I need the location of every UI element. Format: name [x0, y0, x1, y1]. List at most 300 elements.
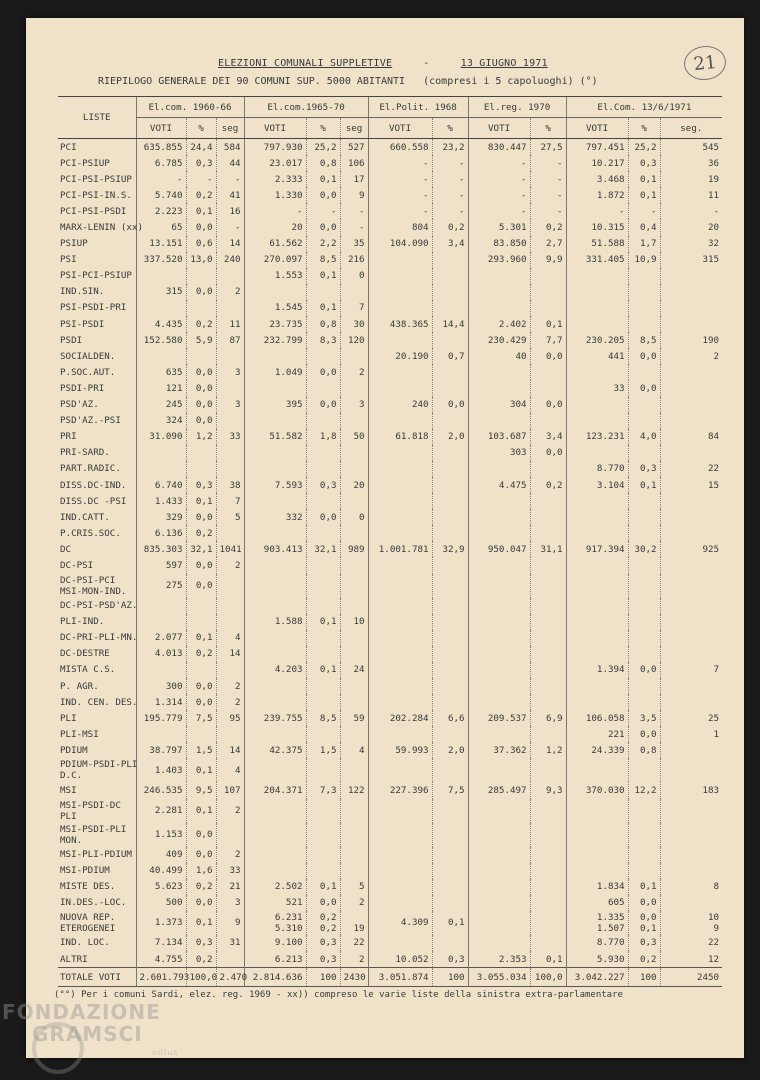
value-cell — [628, 823, 660, 847]
value-cell: 59 — [340, 710, 368, 726]
value-cell: 227.396 — [368, 782, 432, 798]
value-cell: 4.475 — [468, 477, 530, 493]
value-cell: 2450 — [660, 968, 722, 987]
value-cell: 6.136 — [136, 525, 186, 541]
value-cell — [306, 380, 340, 396]
value-cell: 5.623 — [136, 879, 186, 895]
value-cell — [660, 364, 722, 380]
results-table — [58, 96, 722, 987]
value-cell: 0,1 — [186, 203, 216, 219]
value-cell — [306, 694, 340, 710]
value-cell — [368, 268, 432, 284]
value-cell: 0,2 — [628, 951, 660, 968]
value-cell: 7,5 — [186, 710, 216, 726]
value-cell: - — [628, 203, 660, 219]
value-cell — [468, 509, 530, 525]
value-cell — [660, 823, 722, 847]
value-cell — [432, 863, 468, 879]
value-cell: 2.077 — [136, 630, 186, 646]
value-cell: 5.740 — [136, 187, 186, 203]
value-cell: 59.993 — [368, 742, 432, 758]
value-cell: 0,0 — [530, 348, 566, 364]
list-name-cell: PCI — [60, 141, 77, 153]
value-cell — [468, 863, 530, 879]
value-cell — [530, 694, 566, 710]
value-cell — [530, 461, 566, 477]
watermark-line2: GRAMSCI — [32, 1022, 143, 1046]
title-separator: - — [423, 58, 430, 69]
value-cell — [628, 630, 660, 646]
value-cell: 1.394 — [566, 662, 628, 678]
value-cell: 0,0 — [306, 187, 340, 203]
value-cell: 31,1 — [530, 541, 566, 557]
value-cell: 300 — [136, 678, 186, 694]
value-cell: 2.353 — [468, 951, 530, 968]
value-cell — [566, 799, 628, 823]
value-cell — [566, 557, 628, 573]
value-cell — [216, 598, 244, 614]
value-cell: 20 — [340, 477, 368, 493]
value-cell: 14 — [216, 236, 244, 252]
value-cell: 95 — [216, 710, 244, 726]
value-cell: 16 — [216, 203, 244, 219]
table-row — [58, 935, 722, 951]
value-cell — [432, 574, 468, 598]
value-cell: 106.058 — [566, 710, 628, 726]
value-cell: 2 — [216, 678, 244, 694]
value-cell — [216, 413, 244, 429]
value-cell — [530, 598, 566, 614]
list-name-cell: PSI-PSDI-PRI — [60, 302, 127, 314]
value-cell — [660, 316, 722, 332]
value-cell: - — [432, 187, 468, 203]
value-cell: 6,6 — [432, 710, 468, 726]
value-cell: 8.770 — [566, 461, 628, 477]
page-number-stamp: 21 — [682, 44, 727, 82]
value-cell — [530, 284, 566, 300]
value-cell — [432, 284, 468, 300]
value-cell: 635 — [136, 364, 186, 380]
value-cell: 42.375 — [244, 742, 306, 758]
list-name-cell: PLI — [60, 712, 77, 724]
value-cell — [186, 268, 216, 284]
value-cell: 31 — [216, 935, 244, 951]
total-row — [58, 968, 722, 987]
value-cell: 0,0 — [306, 509, 340, 525]
value-cell: 0,2 — [186, 646, 216, 662]
value-cell — [340, 380, 368, 396]
value-cell: 0,1 — [306, 614, 340, 630]
value-cell: 11 — [660, 187, 722, 203]
table-row — [58, 742, 722, 758]
value-cell — [566, 413, 628, 429]
value-cell — [244, 646, 306, 662]
value-cell: 30,2 — [628, 541, 660, 557]
value-cell: 1041 — [216, 541, 244, 557]
watermark-line3: onlus — [152, 1048, 179, 1057]
value-cell — [306, 461, 340, 477]
value-cell: 2.470 — [216, 968, 244, 987]
value-cell: 11 — [216, 316, 244, 332]
list-name-cell: SOCIALDEN. — [60, 350, 116, 362]
value-cell: 13,0 — [186, 252, 216, 268]
value-cell — [530, 630, 566, 646]
value-cell: 0,0 — [628, 662, 660, 678]
value-cell — [306, 348, 340, 364]
value-cell — [566, 268, 628, 284]
value-cell — [340, 413, 368, 429]
value-cell — [432, 461, 468, 477]
value-cell: - — [136, 171, 186, 187]
value-cell — [660, 863, 722, 879]
table-row — [58, 614, 722, 630]
value-cell — [216, 614, 244, 630]
value-cell — [186, 348, 216, 364]
value-cell: 0 — [340, 268, 368, 284]
value-cell: 1.001.781 — [368, 541, 432, 557]
value-cell — [136, 726, 186, 742]
list-name-cell: PSI-PSDI — [60, 318, 105, 330]
table-row — [58, 951, 722, 968]
value-cell — [216, 348, 244, 364]
value-cell: - — [468, 187, 530, 203]
value-cell: 3.055.034 — [468, 968, 530, 987]
table-row — [58, 557, 722, 573]
value-cell — [432, 614, 468, 630]
value-cell — [628, 863, 660, 879]
value-cell: 370.030 — [566, 782, 628, 798]
table-row — [58, 574, 722, 598]
value-cell: 0,8 — [306, 316, 340, 332]
value-cell: 0,3 — [628, 155, 660, 171]
value-cell — [432, 364, 468, 380]
value-cell: 2,7 — [530, 236, 566, 252]
list-name-cell: DISS.DC -PSI — [60, 495, 127, 507]
value-cell: 7,3 — [306, 782, 340, 798]
table-row — [58, 726, 722, 742]
value-cell: 23,2 — [432, 139, 468, 156]
value-cell — [186, 461, 216, 477]
list-name-cell: NUOVA REP. ETEROGENEI — [60, 911, 116, 934]
value-cell: 32 — [660, 236, 722, 252]
table-row — [58, 219, 722, 235]
value-cell — [628, 300, 660, 316]
table-row — [58, 895, 722, 911]
value-cell — [468, 557, 530, 573]
table-row — [58, 879, 722, 895]
value-cell: - — [660, 203, 722, 219]
value-cell: 10 — [340, 614, 368, 630]
value-cell: 23.735 — [244, 316, 306, 332]
value-cell — [432, 509, 468, 525]
value-cell — [368, 284, 432, 300]
value-cell — [468, 726, 530, 742]
value-cell: - — [432, 155, 468, 171]
list-name-cell: DISS.DC-IND. — [60, 479, 127, 491]
table-row — [58, 911, 722, 935]
value-cell — [468, 678, 530, 694]
value-cell: 1.872 — [566, 187, 628, 203]
list-name-cell: ALTRI — [60, 953, 88, 965]
value-cell — [628, 678, 660, 694]
value-cell: 3.042.227 — [566, 968, 628, 987]
value-cell: 230.429 — [468, 332, 530, 348]
value-cell — [468, 461, 530, 477]
value-cell: 2 — [340, 895, 368, 911]
value-cell: - — [566, 203, 628, 219]
value-cell — [468, 284, 530, 300]
column-header-pct: % — [628, 118, 660, 139]
value-cell: 10.315 — [566, 219, 628, 235]
watermark-line1: FONDAZIONE — [2, 1000, 161, 1024]
value-cell: 35 — [340, 236, 368, 252]
value-cell: 7.593 — [244, 477, 306, 493]
value-cell: 2.402 — [468, 316, 530, 332]
column-group-header: El.Com. 13/6/1971 — [566, 97, 722, 118]
value-cell — [216, 726, 244, 742]
value-cell: - — [244, 203, 306, 219]
value-cell — [628, 557, 660, 573]
value-cell: 246.535 — [136, 782, 186, 798]
value-cell: 0,2 — [530, 477, 566, 493]
value-cell — [566, 316, 628, 332]
value-cell — [468, 574, 530, 598]
value-cell: 1.433 — [136, 493, 186, 509]
value-cell: 0,3 — [628, 935, 660, 951]
value-cell — [660, 847, 722, 863]
value-cell: 8,5 — [628, 332, 660, 348]
value-cell: 121 — [136, 380, 186, 396]
value-cell: 5.301 — [468, 219, 530, 235]
column-header-voti: VOTI — [244, 118, 306, 139]
value-cell — [244, 726, 306, 742]
value-cell — [628, 445, 660, 461]
value-cell — [530, 863, 566, 879]
value-cell — [628, 493, 660, 509]
value-cell — [244, 758, 306, 782]
value-cell: 9,9 — [530, 252, 566, 268]
value-cell: 239.755 — [244, 710, 306, 726]
column-group-header: El.com. 1960-66 — [136, 97, 244, 118]
value-cell — [306, 630, 340, 646]
value-cell — [530, 493, 566, 509]
value-cell — [368, 461, 432, 477]
value-cell: 103.687 — [468, 429, 530, 445]
value-cell — [530, 895, 566, 911]
results-table-container — [58, 96, 722, 987]
value-cell: 0,0 — [186, 847, 216, 863]
value-cell — [244, 557, 306, 573]
value-cell — [660, 380, 722, 396]
value-cell — [566, 678, 628, 694]
value-cell — [186, 445, 216, 461]
value-cell: 33 — [566, 380, 628, 396]
value-cell — [368, 364, 432, 380]
value-cell: 830.447 — [468, 139, 530, 156]
value-cell: 25,2 — [628, 139, 660, 156]
value-cell — [306, 847, 340, 863]
list-name-cell: P. AGR. — [60, 680, 99, 692]
value-cell — [432, 694, 468, 710]
value-cell: 0,1 — [530, 951, 566, 968]
value-cell — [340, 598, 368, 614]
table-row — [58, 236, 722, 252]
value-cell: 0,0 — [306, 364, 340, 380]
value-cell: 0,0 — [186, 895, 216, 911]
value-cell — [368, 726, 432, 742]
value-cell: - — [216, 171, 244, 187]
value-cell — [566, 758, 628, 782]
value-cell: 441 — [566, 348, 628, 364]
value-cell: 0,2 — [530, 219, 566, 235]
value-cell — [368, 300, 432, 316]
value-cell — [368, 678, 432, 694]
value-cell: 285.497 — [468, 782, 530, 798]
value-cell: 1.049 — [244, 364, 306, 380]
value-cell: 329 — [136, 509, 186, 525]
value-cell — [306, 284, 340, 300]
value-cell: 1 — [660, 726, 722, 742]
value-cell: 0,1 — [628, 879, 660, 895]
value-cell: 104.090 — [368, 236, 432, 252]
value-cell — [136, 348, 186, 364]
value-cell: 190 — [660, 332, 722, 348]
value-cell — [340, 445, 368, 461]
value-cell: 0,0 — [628, 726, 660, 742]
value-cell — [186, 614, 216, 630]
value-cell: 1.330 — [244, 187, 306, 203]
value-cell: 3 — [216, 895, 244, 911]
value-cell — [530, 662, 566, 678]
value-cell — [468, 758, 530, 782]
value-cell: 0,2 — [186, 187, 216, 203]
list-name-cell: IND. CEN. DES. — [60, 696, 138, 708]
value-cell: 44 — [216, 155, 244, 171]
value-cell: 0,0 — [628, 895, 660, 911]
value-cell: 3,4 — [432, 236, 468, 252]
header-group-row — [58, 97, 722, 118]
value-cell: 2 — [340, 364, 368, 380]
value-cell — [186, 726, 216, 742]
value-cell: 409 — [136, 847, 186, 863]
value-cell: 3 — [340, 397, 368, 413]
value-cell — [566, 598, 628, 614]
value-cell — [468, 646, 530, 662]
value-cell — [468, 694, 530, 710]
list-name-cell: PCI-PSI-IN.S. — [60, 189, 132, 201]
value-cell: 0,1 — [306, 171, 340, 187]
value-cell — [432, 493, 468, 509]
value-cell: 41 — [216, 187, 244, 203]
value-cell: 2.281 — [136, 799, 186, 823]
value-cell: 0,1 — [628, 477, 660, 493]
value-cell — [340, 726, 368, 742]
value-cell: 332 — [244, 509, 306, 525]
value-cell — [368, 574, 432, 598]
value-cell: - — [468, 171, 530, 187]
value-cell — [628, 525, 660, 541]
value-cell — [216, 951, 244, 968]
value-cell: 7,7 — [530, 332, 566, 348]
title-text: ELEZIONI COMUNALI SUPPLETIVE — [218, 58, 393, 69]
value-cell: 2 — [216, 557, 244, 573]
value-cell — [368, 509, 432, 525]
value-cell — [244, 445, 306, 461]
value-cell: 303 — [468, 445, 530, 461]
value-cell — [530, 525, 566, 541]
column-group-header: El.reg. 1970 — [468, 97, 566, 118]
value-cell — [216, 268, 244, 284]
list-name-cell: DC-PSI — [60, 559, 94, 571]
value-cell: 31.090 — [136, 429, 186, 445]
value-cell — [530, 847, 566, 863]
value-cell: - — [368, 187, 432, 203]
table-row — [58, 268, 722, 284]
list-name-cell: PSDI — [60, 334, 83, 346]
value-cell — [660, 646, 722, 662]
table-row — [58, 155, 722, 171]
value-cell: 0,0 — [306, 219, 340, 235]
value-cell: 25 — [660, 710, 722, 726]
value-cell — [660, 413, 722, 429]
value-cell — [566, 364, 628, 380]
value-cell: 797.930 — [244, 139, 306, 156]
table-row — [58, 863, 722, 879]
value-cell — [566, 525, 628, 541]
value-cell: 4 — [340, 742, 368, 758]
table-row — [58, 630, 722, 646]
table-row — [58, 541, 722, 557]
value-cell: 5,9 — [186, 332, 216, 348]
value-cell — [628, 574, 660, 598]
table-row — [58, 525, 722, 541]
value-cell: 230.205 — [566, 332, 628, 348]
value-cell — [628, 758, 660, 782]
value-cell: - — [530, 203, 566, 219]
value-cell: 0,6 — [186, 236, 216, 252]
table-row — [58, 187, 722, 203]
value-cell — [660, 742, 722, 758]
value-cell — [340, 758, 368, 782]
value-cell: 293.960 — [468, 252, 530, 268]
table-row — [58, 348, 722, 364]
value-cell: 0,0 — [186, 557, 216, 573]
value-cell — [340, 284, 368, 300]
value-cell — [432, 799, 468, 823]
value-cell — [530, 557, 566, 573]
value-cell: 232.799 — [244, 332, 306, 348]
value-cell — [136, 662, 186, 678]
column-header-pct: % — [186, 118, 216, 139]
value-cell: 1.834 — [566, 879, 628, 895]
value-cell: 2.333 — [244, 171, 306, 187]
value-cell: 7.134 — [136, 935, 186, 951]
value-cell — [216, 574, 244, 598]
value-cell — [530, 799, 566, 823]
value-cell — [368, 879, 432, 895]
header-sub-row — [58, 118, 722, 139]
list-name-cell: MISTE DES. — [60, 881, 116, 893]
value-cell: 835.303 — [136, 541, 186, 557]
value-cell: 1.314 — [136, 694, 186, 710]
value-cell: 337.520 — [136, 252, 186, 268]
value-cell: 1,8 — [306, 429, 340, 445]
value-cell: 3.468 — [566, 171, 628, 187]
value-cell: 204.371 — [244, 782, 306, 798]
value-cell: - — [306, 203, 340, 219]
value-cell — [566, 823, 628, 847]
value-cell — [306, 726, 340, 742]
